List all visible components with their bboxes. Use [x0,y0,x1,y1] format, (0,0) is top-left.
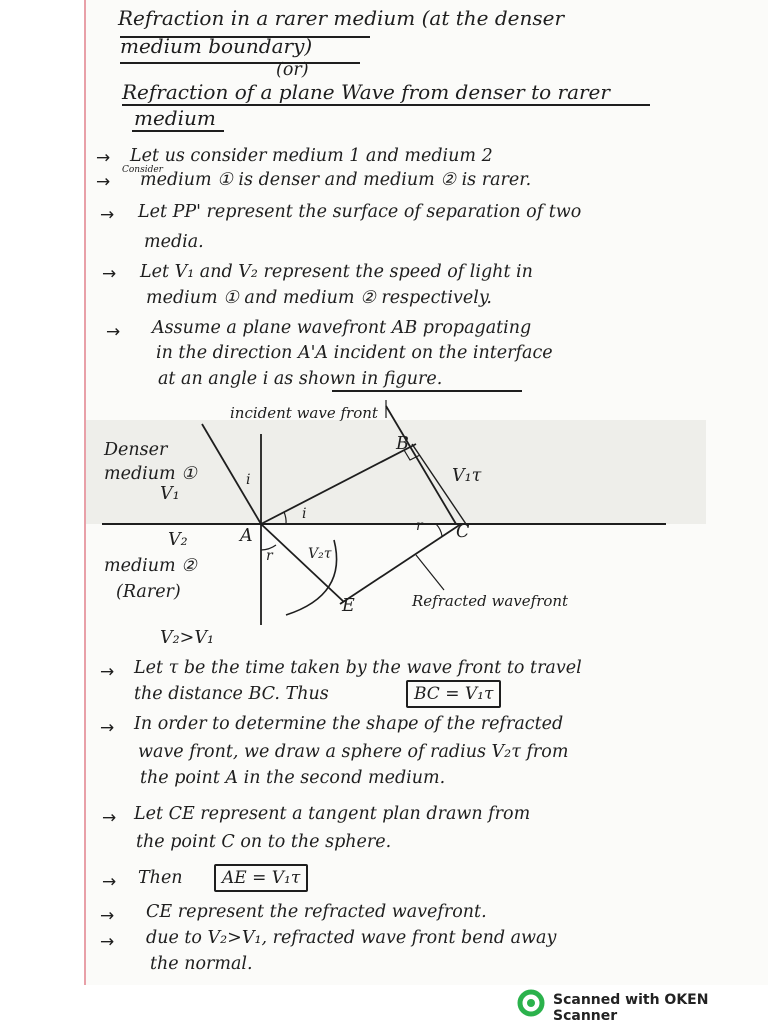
point-4-cont: medium ① and medium ② respectively. [146,288,492,308]
point-11-cont: the normal. [150,954,253,974]
point-6-cont: the distance BC. Thus [134,684,329,704]
consider-note: Consider [122,165,163,175]
bullet-arrow: → [102,264,117,284]
bullet-arrow: → [102,808,117,828]
refracted-wavefront-label: Refracted wavefront [412,592,569,610]
ray-ae [261,524,344,602]
point-7-cont: wave front, we draw a sphere of radius V₂τ from [138,742,569,762]
point-e-label: E [342,596,355,616]
point-4: Let V₁ and V₂ represent the speed of light in [140,262,533,282]
v1-label: V₁ [160,484,180,504]
title-underline-4 [132,130,224,132]
title-line-2: medium boundary) [120,34,313,58]
scanner-watermark-text: Scanned with OKEN Scanner [553,992,709,1024]
bullet-arrow: → [96,172,111,192]
title-or: (or) [276,60,309,80]
bullet-arrow: → [100,205,115,225]
v2t-label: V₂τ [308,546,332,562]
point-8-cont: the point C on to the sphere. [136,832,392,852]
point-3: Let PP' represent the surface of separation of two [138,202,582,222]
title-underline-2 [120,62,360,64]
point-7: In order to determine the shape of the refracted [134,714,564,734]
angle-r-c-label: r [416,518,423,534]
point-6: Let τ be the time taken by the wave front to travel [134,658,582,678]
point-b-label: B [396,434,409,454]
bullet-arrow: → [96,148,111,168]
point-c-label: C [456,522,470,542]
point-7-cont-2: the point A in the second medium. [140,768,446,788]
point-9: Then [138,868,183,888]
point-5-cont-2: at an angle i as shown in figure. [158,369,443,389]
bullet-arrow: → [106,322,121,342]
denser-label-1: Denser [104,440,168,460]
title-line-4: medium [134,106,216,130]
bullet-arrow: → [100,662,115,682]
denser-label-2: medium ① [104,464,197,484]
point-3-cont: media. [144,232,204,252]
point-2: medium ① is denser and medium ② is rarer. [140,170,532,190]
angle-r-label: r [266,548,273,564]
point-11: due to V₂>V₁, refracted wave front bend away [146,928,557,948]
equation-ae-box: AE = V₁τ [214,864,308,892]
incident-wavefront-label: incident wave front [230,404,378,422]
title-line-1: Refraction in a rarer medium (at the denser [118,6,565,30]
bullet-arrow: → [102,872,117,892]
condition-label: V₂>V₁ [160,628,214,648]
oken-scanner-logo-icon [516,988,546,1018]
bullet-arrow: → [100,718,115,738]
bullet-arrow: → [100,906,115,926]
point-1: Let us consider medium 1 and medium 2 [130,146,493,166]
v1t-label: V₁τ [452,466,482,486]
point-8: Let CE represent a tangent plan drawn from [134,804,531,824]
title-line-3: Refraction of a plane Wave from denser to rarer [122,80,610,104]
point-5-cont: in the direction A'A incident on the interface [156,343,553,363]
bullet-arrow: → [100,932,115,952]
angle-i-label: i [302,506,307,522]
rarer-label-2: (Rarer) [116,582,181,602]
point-10: CE represent the refracted wavefront. [146,902,487,922]
v2-label: V₂ [168,530,188,550]
angle-i-normal-label: i [246,472,251,488]
rarer-label-1: medium ② [104,556,197,576]
as-shown-underline [332,390,522,392]
equation-bc-box: BC = V₁τ [406,680,501,708]
point-5: Assume a plane wavefront AB propagating [152,318,532,338]
point-a-label: A [240,526,253,546]
